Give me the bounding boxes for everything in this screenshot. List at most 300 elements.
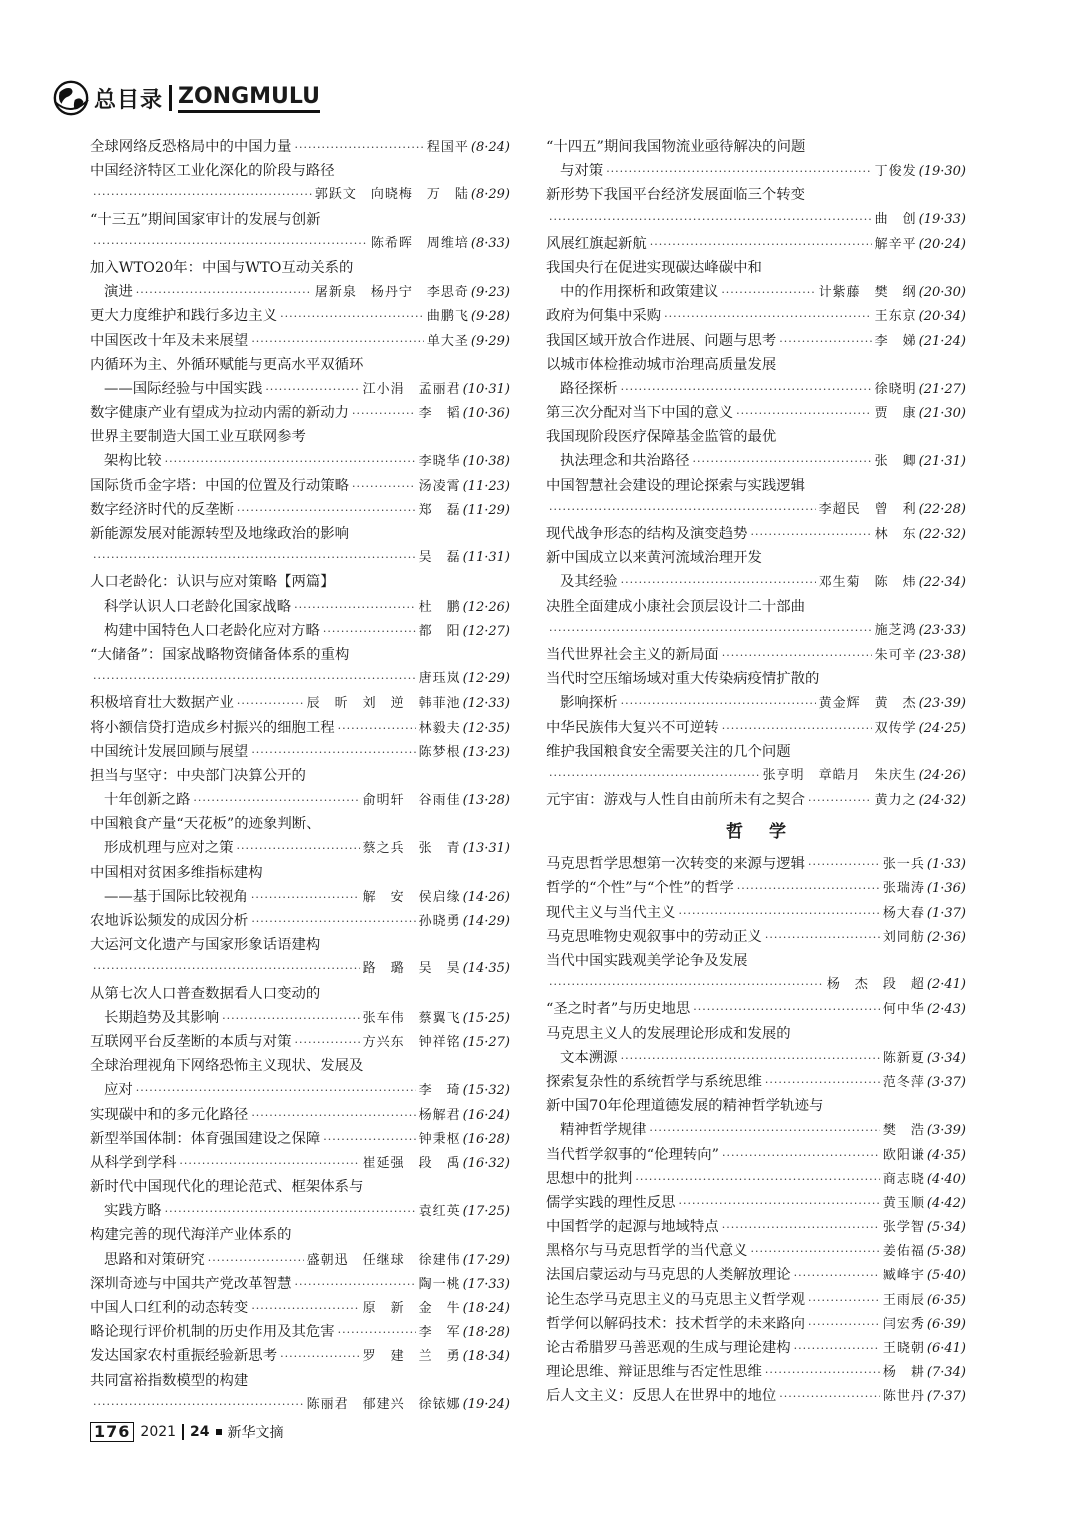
toc-entry-author: 张亨明 章皓月 朱庆生 <box>762 767 917 783</box>
toc-entry <box>90 1223 510 1247</box>
toc-entry <box>546 1360 966 1384</box>
toc-entry-title: 中国哲学的起源与地域特点 <box>546 1219 719 1236</box>
toc-entry-leader-dots <box>779 330 871 353</box>
toc-entry <box>546 425 966 449</box>
toc-entry <box>546 449 966 473</box>
toc-entry-title: 形成机理与应对之策 <box>104 840 234 857</box>
toc-entry-title: 农地诉讼频发的成因分析 <box>90 913 249 929</box>
toc-entry-leader-dots <box>352 475 416 498</box>
toc-entry-page-ref: (14·35) <box>462 961 510 977</box>
toc-entry-author: 陈丽君 郁建兴 徐铱娜 <box>306 1396 461 1412</box>
toc-entry <box>90 788 510 812</box>
toc-entry <box>546 1336 966 1360</box>
toc-entry <box>90 1272 510 1296</box>
toc-entry <box>90 1175 510 1199</box>
toc-entry-leader-dots <box>779 1385 880 1408</box>
toc-entry-author: 罗 建 兰 勇 <box>362 1349 461 1365</box>
toc-entry-author: 贾 康 <box>874 406 917 422</box>
toc-entry-leader-dots <box>765 926 880 949</box>
toc-entry-title: 执法理念和共治路径 <box>560 453 690 470</box>
toc-entry-leader-dots <box>621 378 872 401</box>
toc-entry-title: 中国人口红利的动态转变 <box>90 1300 249 1316</box>
toc-entry-page-ref: (20·30) <box>918 285 966 301</box>
toc-entry-title: “圣之时者”与历史地思 <box>546 1001 691 1018</box>
toc-entry-page-ref: (14·29) <box>462 914 510 929</box>
toc-entry <box>546 232 966 256</box>
toc-entry-title: 积极培育壮大数据产业 <box>90 695 234 712</box>
toc-entry-title: 文本溯源 <box>560 1049 618 1066</box>
toc-entry-page-ref: (24·25) <box>918 720 966 736</box>
toc-entry-leader-dots <box>251 910 415 933</box>
toc-entry-title: 中国智慧社会建设的理论探索与实践逻辑 <box>546 477 806 494</box>
toc-entry-author: 李 军 <box>418 1325 461 1341</box>
toc-entry-title: 构建中国特色人口老龄化应对方略 <box>104 622 320 639</box>
toc-entry-author: 樊 浩 <box>882 1123 925 1139</box>
toc-entry-title: 当代时空压缩场域对重大传染病疫情扩散的 <box>546 671 820 688</box>
toc-entry <box>90 425 510 449</box>
toc-entry-page-ref: (12·27) <box>462 623 510 639</box>
toc-entry-author: 杜 鹏 <box>418 599 461 615</box>
toc-entry-title: 中的作用探析和政策建议 <box>560 284 719 301</box>
toc-entry-leader-dots <box>93 667 416 691</box>
toc-entry-author: 陈希晖 周维培 <box>370 235 469 251</box>
toc-entry-page-ref: (19·24) <box>462 1396 510 1412</box>
toc-entry <box>90 1054 510 1078</box>
toc-entry <box>90 546 510 570</box>
toc-entry-title: 哲学的“个性”与“个性”的哲学 <box>546 880 734 897</box>
toc-right-bottom-list <box>546 852 966 1408</box>
toc-entry <box>546 876 966 900</box>
toc-entry-title: 实践方略 <box>104 1203 162 1220</box>
toc-entry-title: 儒学实践的理性反思 <box>546 1194 676 1211</box>
toc-entry-title: 新时代中国现代化的理论范式、框架体系与 <box>90 1179 364 1196</box>
toc-entry-page-ref: (7·37) <box>926 1389 966 1405</box>
toc-entry <box>546 619 966 643</box>
toc-entry-author: 李超民 曾 利 <box>818 501 917 517</box>
page-header <box>52 78 320 118</box>
toc-entry-page-ref: (23·39) <box>918 696 966 712</box>
toc-entry-author: 何中华 <box>882 1002 925 1018</box>
toc-entry-page-ref: (17·25) <box>462 1204 510 1220</box>
toc-entry <box>90 1006 510 1030</box>
toc-entry-leader-dots <box>549 973 824 997</box>
toc-entry-page-ref: (11·23) <box>462 478 510 494</box>
toc-entry <box>546 1118 966 1142</box>
toc-entry-author: 俞明轩 谷雨佳 <box>362 793 461 809</box>
toc-entry-leader-dots <box>93 1393 304 1417</box>
toc-entry-title: 深圳奇迹与中国共产党改革智慧 <box>90 1275 292 1292</box>
toc-entry <box>90 1344 510 1368</box>
toc-entry-page-ref: (22·32) <box>918 527 966 542</box>
toc-entry-title: 从第七次人口普查数据看人口变动的 <box>90 985 321 1002</box>
toc-entry-leader-dots <box>606 160 871 183</box>
toc-entry-leader-dots <box>93 546 416 570</box>
toc-entry <box>90 1320 510 1344</box>
toc-entry-author: 张一兵 <box>882 857 925 873</box>
toc-entry-title: 略论现行评价机制的历史作用及其危害 <box>90 1324 335 1341</box>
toc-entry-author: 范冬萍 <box>882 1074 925 1090</box>
toc-entry-title: 风展红旗起新航 <box>546 235 647 252</box>
toc-entry-page-ref: (4·40) <box>926 1171 966 1187</box>
footer-bullet <box>216 1429 222 1435</box>
toc-entry-page-ref: (5·34) <box>926 1220 966 1236</box>
toc-entry-leader-dots <box>251 1297 359 1320</box>
toc-entry-title: 维护我国粮食安全需要关注的几个问题 <box>546 743 791 760</box>
toc-entry-page-ref: (15·32) <box>462 1083 510 1099</box>
toc-entry-page-ref: (6·41) <box>926 1341 966 1356</box>
toc-entry-leader-dots <box>549 498 816 522</box>
toc-entry-leader-dots <box>93 232 368 256</box>
toc-entry <box>90 522 510 546</box>
toc-entry <box>546 901 966 925</box>
toc-entry-title: 现代战争形态的结构及演变趋势 <box>546 526 748 542</box>
toc-entry-author: 崔延强 段 禹 <box>362 1155 461 1171</box>
toc-entry-author: 辰 昕 刘 逆 韩菲池 <box>306 696 461 712</box>
toc-entry-leader-dots <box>136 281 312 304</box>
toc-entry-title: 路径探析 <box>560 380 618 397</box>
toc-entry-leader-dots <box>679 902 880 925</box>
toc-entry-title: 以城市体检推动城市治理高质量发展 <box>546 356 777 373</box>
toc-entry-author: 陈新夏 <box>882 1050 925 1066</box>
toc-entry <box>546 1046 966 1070</box>
toc-entry-leader-dots <box>808 789 872 812</box>
toc-entry-leader-dots <box>750 523 871 546</box>
toc-entry <box>546 546 966 570</box>
toc-entry-title: 数字健康产业有望成为拉动内需的新动力 <box>90 405 350 422</box>
toc-entry-title: “大储备”：国家战略物资储备体系的重构 <box>90 646 350 663</box>
toc-entry-author: 黄力之 <box>874 793 917 809</box>
toc-entry-page-ref: (22·34) <box>918 575 966 591</box>
toc-entry <box>90 1030 510 1054</box>
toc-entry <box>90 159 510 183</box>
toc-entry-page-ref: (6·39) <box>926 1316 966 1332</box>
toc-entry-author: 杨解君 <box>418 1107 461 1123</box>
toc-entry <box>90 1103 510 1127</box>
toc-entry-title: 科学认识人口老龄化国家战略 <box>104 598 292 615</box>
toc-entry <box>546 852 966 876</box>
toc-entry-title: “十四五”期间我国物流业亟待解决的问题 <box>546 139 806 155</box>
footer-magazine: 新华文摘 <box>227 1425 284 1441</box>
toc-entry-page-ref: (17·29) <box>462 1252 510 1268</box>
toc-entry <box>546 1022 966 1046</box>
toc-entry <box>546 716 966 740</box>
toc-entry <box>90 812 510 836</box>
toc-entry-title: 中华民族伟大复兴不可逆转 <box>546 719 719 736</box>
toc-entry-title: 架构比较 <box>104 453 162 470</box>
toc-entry-leader-dots <box>635 1168 880 1191</box>
toc-entry-page-ref: (8·29) <box>470 187 510 203</box>
toc-entry-title: ——基于国际比较视角 <box>104 888 248 905</box>
toc-entry-page-ref: (13·28) <box>462 793 510 809</box>
toc-entry-page-ref: (5·40) <box>926 1268 966 1284</box>
toc-entry-title: 马克思主义人的发展理论形成和发展的 <box>546 1025 791 1042</box>
toc-entry <box>546 1191 966 1215</box>
toc-entry-page-ref: (24·26) <box>918 767 966 783</box>
toc-entry-author: 闫宏秀 <box>882 1316 925 1332</box>
toc-entry-title: 实现碳中和的多元化路径 <box>90 1106 249 1123</box>
toc-entry-author: 欧阳谦 <box>882 1147 925 1163</box>
toc-entry-title: 人口老龄化：认识与应对策略【两篇】 <box>90 574 335 591</box>
toc-entry-leader-dots <box>251 886 360 909</box>
toc-entry-title: 全球网络反恐格局中的中国力量 <box>90 139 292 155</box>
toc-entry-leader-dots <box>165 1200 416 1223</box>
toc-entry-leader-dots <box>179 1152 359 1175</box>
toc-entry-leader-dots <box>193 789 359 812</box>
toc-entry-author: 方兴东 钟祥铭 <box>362 1034 461 1050</box>
toc-entry-title: 黑格尔与马克思哲学的当代意义 <box>546 1243 748 1260</box>
toc-entry-author: 黄金辉 黄 杰 <box>818 696 917 712</box>
toc-entry-leader-dots <box>621 692 816 715</box>
toc-entry-title: 马克思哲学思想第一次转变的来源与逻辑 <box>546 856 806 873</box>
toc-entry <box>90 1296 510 1320</box>
toc-entry <box>546 401 966 425</box>
toc-entry-page-ref: (10·31) <box>462 381 510 397</box>
toc-entry-author: 吴 磊 <box>418 550 461 566</box>
toc-entry <box>546 1094 966 1118</box>
toc-entry-leader-dots <box>251 1104 415 1127</box>
toc-entry <box>546 377 966 401</box>
toc-entry <box>546 643 966 667</box>
toc-entry-page-ref: (21·30) <box>918 406 966 422</box>
toc-entry-page-ref: (8·33) <box>470 235 510 251</box>
toc-entry-author: 唐珏岚 <box>418 671 461 687</box>
toc-entry <box>546 1384 966 1408</box>
toc-entry-title: 世界主要制造大国工业互联网参考 <box>90 429 306 446</box>
toc-entry-page-ref: (4·42) <box>926 1195 966 1211</box>
toc-entry <box>90 957 510 981</box>
toc-entry <box>90 933 510 957</box>
toc-entry-title: 我国区域开放合作进展、问题与思考 <box>546 332 777 349</box>
toc-entry-leader-dots <box>650 233 872 256</box>
toc-entry <box>546 667 966 691</box>
toc-entry <box>90 256 510 280</box>
toc-entry <box>90 377 510 401</box>
toc-entry-title: 新中国70年伦理道德发展的精神哲学轨迹与 <box>546 1098 824 1115</box>
toc-entry-title: 数字经济时代的反垄断 <box>90 501 234 518</box>
toc-entry-author: 黄玉顺 <box>882 1195 925 1211</box>
toc-entry-page-ref: (22·28) <box>918 501 966 517</box>
toc-entry-page-ref: (18·28) <box>462 1325 510 1341</box>
toc-entry <box>90 1078 510 1102</box>
toc-entry-title: 大运河文化遗产与国家形象话语建构 <box>90 937 321 954</box>
toc-entry-leader-dots <box>93 957 360 981</box>
toc-entry-page-ref: (1·37) <box>926 905 966 921</box>
toc-entry-page-ref: (23·38) <box>918 647 966 663</box>
toc-entry-author: 李晓华 <box>418 454 461 470</box>
toc-entry <box>546 522 966 546</box>
toc-entry-author: 解 安 侯启缘 <box>362 889 461 905</box>
toc-entry-title: 当代世界社会主义的新局面 <box>546 646 719 663</box>
toc-entry-author: 陈梦根 <box>418 744 461 760</box>
toc-entry-leader-dots <box>280 305 424 328</box>
toc-entry <box>90 885 510 909</box>
toc-entry <box>90 474 510 498</box>
toc-entry-title: 国际货币金字塔：中国的位置及行动策略 <box>90 477 350 494</box>
toc-entry <box>90 449 510 473</box>
toc-entry <box>546 1215 966 1239</box>
toc-entry-author: 王雨辰 <box>882 1292 925 1308</box>
toc-entry-author: 郭跃文 向晓梅 万 陆 <box>314 187 469 203</box>
toc-entry <box>90 208 510 232</box>
toc-entry-title: 理论思维、辩证思维与否定性思维 <box>546 1364 762 1381</box>
toc-entry-page-ref: (20·24) <box>918 236 966 252</box>
toc-entry-leader-dots <box>649 1119 880 1142</box>
toc-entry-page-ref: (18·34) <box>462 1349 510 1365</box>
toc-entry-title: 精神哲学规律 <box>560 1122 647 1139</box>
toc-entry <box>546 949 966 973</box>
toc-entry-leader-dots <box>765 1361 880 1384</box>
toc-entry-title: 内循环为主、外循环赋能与更高水平双循环 <box>90 356 364 373</box>
toc-left-column <box>90 135 510 1417</box>
footer-year: 2021 <box>140 1424 177 1440</box>
toc-entry-page-ref: (8·24) <box>470 140 510 155</box>
toc-right-column <box>546 135 966 1409</box>
toc-entry <box>90 232 510 256</box>
toc-entry-author: 都 阳 <box>418 623 461 639</box>
toc-entry-author: 汤凌霄 <box>418 478 461 494</box>
toc-entry-leader-dots <box>165 450 416 473</box>
toc-entry <box>90 740 510 764</box>
toc-entry-author: 王东京 <box>874 309 917 325</box>
header-divider <box>169 85 172 111</box>
toc-entry-page-ref: (10·38) <box>462 454 510 470</box>
toc-entry-title: 新形势下我国平台经济发展面临三个转变 <box>546 187 806 204</box>
toc-entry-page-ref: (12·33) <box>462 696 510 712</box>
toc-entry-title: 中国相对贫困多维指标建构 <box>90 864 263 881</box>
toc-entry <box>90 764 510 788</box>
toc-entry <box>90 716 510 740</box>
toc-entry-author: 臧峰宇 <box>882 1268 925 1284</box>
toc-entry <box>90 1151 510 1175</box>
toc-entry-leader-dots <box>294 1031 359 1054</box>
toc-entry-page-ref: (13·31) <box>462 841 510 857</box>
toc-entry-leader-dots <box>722 644 872 667</box>
toc-entry-title: 共同富裕指数模型的构建 <box>90 1372 249 1389</box>
toc-entry-author: 钟秉枢 <box>418 1131 461 1147</box>
toc-entry-leader-dots <box>237 837 360 860</box>
toc-entry-page-ref: (9·28) <box>470 309 510 325</box>
toc-entry <box>546 1312 966 1336</box>
toc-entry <box>90 691 510 715</box>
toc-entry <box>90 498 510 522</box>
toc-entry-title: 我国现阶段医疗保障基金监管的最优 <box>546 429 777 446</box>
toc-entry-title: 构建完善的现代海洋产业体系的 <box>90 1227 292 1244</box>
toc-entry <box>546 1239 966 1263</box>
toc-entry <box>90 643 510 667</box>
page-footer <box>90 1421 284 1443</box>
toc-entry-leader-dots <box>722 1144 880 1167</box>
toc-entry-leader-dots <box>280 1345 360 1368</box>
toc-entry <box>90 135 510 159</box>
toc-entry-page-ref: (18·24) <box>462 1301 510 1316</box>
toc-entry-page-ref: (9·29) <box>470 333 510 349</box>
toc-entry-leader-dots <box>294 136 423 159</box>
toc-entry-title: 政府为何集中采购 <box>546 308 662 325</box>
toc-entry-page-ref: (23·33) <box>918 622 966 638</box>
toc-entry <box>90 619 510 643</box>
toc-entry <box>90 304 510 328</box>
toc-entry-leader-dots <box>736 402 872 425</box>
toc-entry-author: 原 新 金 牛 <box>362 1301 461 1316</box>
toc-entry-leader-dots <box>737 877 880 900</box>
toc-entry-leader-dots <box>621 571 816 594</box>
toc-entry <box>90 909 510 933</box>
toc-entry-author: 双传学 <box>874 720 917 736</box>
toc-entry-author: 陶一桃 <box>418 1276 461 1292</box>
toc-entry <box>546 595 966 619</box>
toc-entry-title: 当代哲学叙事的“伦理转向” <box>546 1146 720 1163</box>
toc-entry-page-ref: (20·34) <box>918 309 966 325</box>
toc-right-top-list <box>546 135 966 812</box>
toc-entry-title: 新能源发展对能源转型及地缘政治的影响 <box>90 526 350 542</box>
toc-entry-page-ref: (7·34) <box>926 1365 966 1381</box>
toc-entry-leader-dots <box>93 183 312 207</box>
toc-entry-author: 路 璐 吴 昊 <box>362 961 461 977</box>
toc-entry <box>546 135 966 159</box>
toc-entry-title: 法国启蒙运动与马克思的人类解放理论 <box>546 1267 791 1284</box>
toc-entry <box>90 353 510 377</box>
toc-entry-leader-dots <box>338 1321 416 1344</box>
toc-entry <box>90 401 510 425</box>
toc-entry <box>546 1167 966 1191</box>
toc-entry-author: 单大圣 <box>426 333 469 349</box>
toc-entry-title: 演进 <box>104 284 133 301</box>
toc-entry-leader-dots <box>136 1079 416 1102</box>
toc-entry-title: 应对 <box>104 1082 133 1099</box>
toc-entry <box>546 997 966 1021</box>
toc-entry-title: 互联网平台反垄断的本质与对策 <box>90 1033 292 1050</box>
toc-entry-leader-dots <box>808 853 880 876</box>
toc-entry-page-ref: (2·43) <box>926 1002 966 1018</box>
toc-entry-author: 孙晓勇 <box>418 914 461 929</box>
toc-entry <box>90 1199 510 1223</box>
toc-entry-leader-dots <box>794 1337 880 1360</box>
toc-entry-title: 第三次分配对当下中国的意义 <box>546 405 734 422</box>
toc-entry-title: 中国粮食产量“天花板”的迹象判断、 <box>90 816 321 833</box>
toc-entry <box>90 329 510 353</box>
toc-entry-page-ref: (15·27) <box>462 1034 510 1050</box>
toc-entry <box>546 353 966 377</box>
footer-divider <box>182 1424 184 1440</box>
toc-entry <box>90 982 510 1006</box>
toc-entry-page-ref: (14·26) <box>462 889 510 905</box>
toc-entry-leader-dots <box>323 620 416 643</box>
toc-entry <box>90 667 510 691</box>
toc-entry <box>546 208 966 232</box>
toc-entry-author: 屠新泉 杨丹宁 李思奇 <box>314 285 469 301</box>
toc-entry-title: ——国际经验与中国实践 <box>104 380 263 397</box>
toc-entry-author: 张瑞涛 <box>882 881 925 897</box>
toc-entry-leader-dots <box>808 1313 880 1336</box>
toc-entry <box>546 498 966 522</box>
toc-entry <box>90 280 510 304</box>
toc-entry-page-ref: (11·29) <box>462 502 510 518</box>
toc-entry <box>90 1369 510 1393</box>
toc-entry-page-ref: (17·33) <box>462 1276 510 1292</box>
toc-entry-page-ref: (15·25) <box>462 1010 510 1026</box>
toc-entry-page-ref: (6·35) <box>926 1292 966 1308</box>
toc-entry-page-ref: (13·23) <box>462 744 510 760</box>
toc-entry-page-ref: (19·30) <box>918 164 966 180</box>
globe-icon <box>52 79 90 117</box>
toc-entry <box>546 925 966 949</box>
toc-entry-page-ref: (24·32) <box>918 793 966 809</box>
toc-entry-title: 中国统计发展回顾与展望 <box>90 743 249 760</box>
toc-entry-leader-dots <box>722 717 872 740</box>
toc-entry-title: 论生态学马克思主义的马克思主义哲学观 <box>546 1291 806 1308</box>
toc-entry <box>90 595 510 619</box>
toc-entry-leader-dots <box>294 596 416 619</box>
